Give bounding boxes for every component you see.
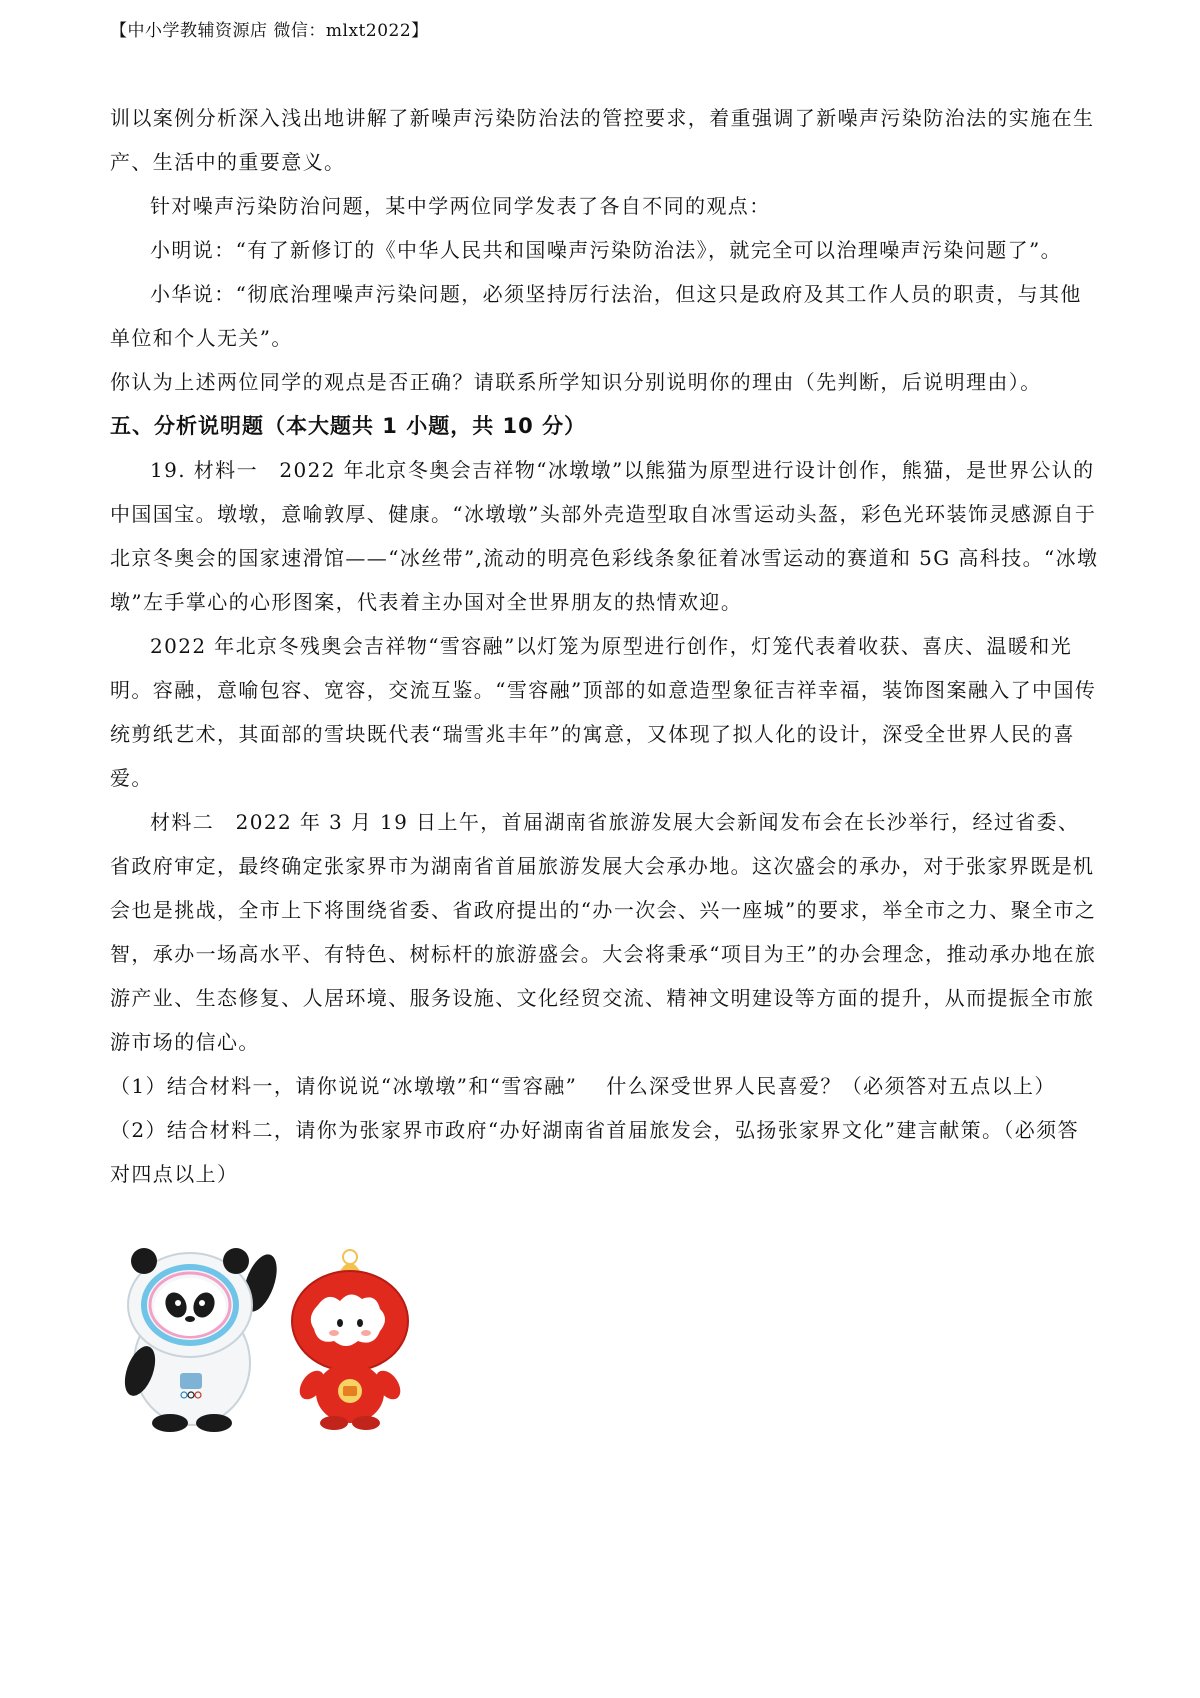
paragraph: 训以案例分析深入浅出地讲解了新噪声污染防治法的管控要求，着重强调了新噪声污染防治法的实施在生产、生活中的重要意义。 bbox=[110, 106, 1095, 174]
paragraph: 针对噪声污染防治问题，某中学两位同学发表了各自不同的观点： bbox=[150, 194, 771, 218]
section-title: 五、分析说明题（本大题共 1 小题，共 10 分） bbox=[110, 414, 587, 438]
question-prompt: 你认为上述两位同学的观点是否正确？请联系所学知识分别说明你的理由（先判断，后说明理由）。 bbox=[110, 370, 1042, 394]
paragraph: 小华说：“彻底治理噪声污染问题，必须坚持厉行法治，但这只是政府及其工作人员的职责，与其他单位和个人无关”。 bbox=[110, 282, 1082, 350]
mascot-illustration bbox=[112, 1243, 442, 1433]
material-one: 19. 材料一 2022 年北京冬奥会吉祥物“冰墩墩”以熊猫为原型进行设计创作，熊猫，是世界公认的中国国宝。墩墩，意喻敦厚、健康。“冰墩墩”头部外壳造型取自冰雪运动头盔，彩色光环装饰灵感源自于北京冬奥会的国家速滑馆——“冰丝带”,流动的明亮色彩线条象征着冰雪运动的赛道和 5G 高科技。“冰墩墩”左手掌心的心形图案，代表着主办国对全世界朋友的热情欢迎。 bbox=[110, 458, 1099, 614]
material-two: 材料二 2022 年 3 月 19 日上午，首届湖南省旅游发展大会新闻发布会在长沙举行，经过省委、省政府审定，最终确定张家界市为湖南省首届旅游发展大会承办地。这次盛会的承办，对于张家界既是机会也是挑战，全市上下将围绕省委、省政府提出的“办一次会、兴一座城”的要求，举全市之力、聚全市之智，承办一场高水平、有特色、树标杆的旅游盛会。大会将秉承“项目为王”的办会理念，推动承办地在旅游产业、生态修复、人居环境、服务设施、文化经贸交流、精神文明建设等方面的提升，从而提振全市旅游市场的信心。 bbox=[110, 810, 1097, 1054]
sub-question-2: （2）结合材料二，请你为张家界市政府“办好湖南省首届旅发会，弘扬张家界文化”建言献策。（必须答对四点以上） bbox=[110, 1118, 1079, 1186]
shuey-rhon-rhon-figure bbox=[292, 1250, 408, 1430]
document-body bbox=[110, 96, 1100, 1196]
bing-dwen-dwen-figure bbox=[119, 1248, 284, 1432]
watermark-header: 【中小学教辅资源店 微信：mlxt2022】 bbox=[110, 21, 429, 41]
sub-question-1: （1）结合材料一，请你说说“冰墩墩”和“雪容融” 什么深受世界人民喜爱？（必须答对五点以上） bbox=[110, 1074, 1056, 1098]
paragraph: 小明说：“有了新修订的《中华人民共和国噪声污染防治法》，就完全可以治理噪声污染问题了”。 bbox=[150, 238, 1063, 262]
material-one-continued: 2022 年北京冬残奥会吉祥物“雪容融”以灯笼为原型进行创作，灯笼代表着收获、喜庆、温暖和光明。容融，意喻包容、宽容，交流互鉴。“雪容融”顶部的如意造型象征吉祥幸福，装饰图案融入了中国传统剪纸艺术，其面部的雪块既代表“瑞雪兆丰年”的寓意，又体现了拟人化的设计，深受全世界人民的喜爱。 bbox=[110, 634, 1097, 790]
